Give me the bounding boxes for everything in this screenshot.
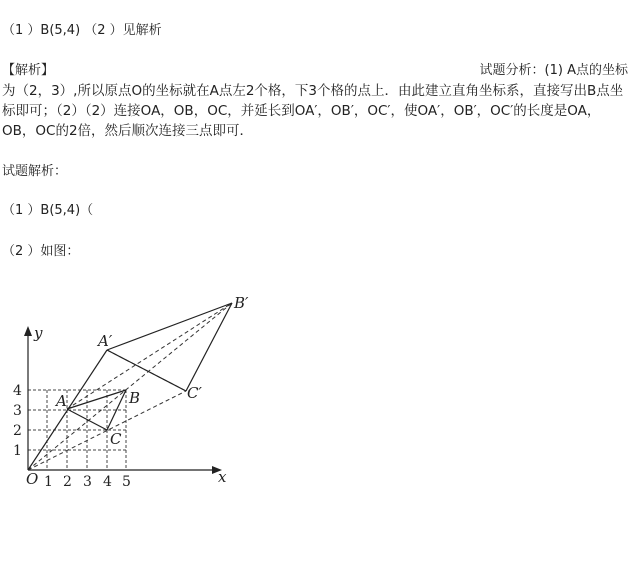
- segment-ab: [67, 390, 126, 409]
- x-tick-5: 5: [122, 474, 131, 490]
- point-b-prime-label: B′: [234, 294, 249, 312]
- solution-part-1: （1 ）B(5,4)（: [2, 203, 94, 218]
- y-tick-4: 4: [13, 383, 22, 399]
- coordinate-figure: [0, 288, 260, 498]
- segment-a-prime-c-prime: [107, 350, 186, 391]
- y-tick-1: 1: [13, 443, 22, 459]
- point-c-prime-label: C′: [187, 384, 202, 402]
- point-a-label: A: [56, 392, 67, 410]
- x-tick-4: 4: [103, 474, 112, 490]
- y-tick-2: 2: [13, 423, 22, 439]
- analysis-head: 试题分析：(1) A点的坐标: [479, 63, 628, 78]
- y-axis-label: y: [34, 324, 43, 342]
- analysis-label: 【解析】: [2, 63, 55, 78]
- answer-line: （1 ）B(5,4) （2 ）见解析: [2, 23, 162, 38]
- x-tick-2: 2: [63, 474, 72, 490]
- x-tick-3: 3: [83, 474, 92, 490]
- segment-b-prime-c-prime: [186, 303, 232, 391]
- solution-part-2: （2 ）如图：: [2, 244, 80, 259]
- analysis-body: 为（2，3）,所以原点O的坐标就在A点左2个格，下3个格的点上．由此建立直角坐标系，直接写出B点坐标即可；（2）（2）连接OA，OB，OC，并延长到OA′，OB′，OC′，使OA′，OB′，OC′的长度是OA，OB，OC的2倍，然后顺次连接三点即可．: [2, 83, 624, 139]
- analysis-header: [2, 62, 628, 80]
- solution-label: 试题解析：: [2, 164, 68, 179]
- point-c-label: C: [110, 430, 122, 448]
- y-tick-3: 3: [13, 403, 22, 419]
- x-axis-label: x: [218, 468, 227, 486]
- line-ab-prime: [67, 303, 232, 409]
- x-tick-1: 1: [44, 474, 53, 490]
- origin-label: O: [26, 470, 39, 488]
- y-axis-arrow-icon: [24, 326, 32, 336]
- point-a-prime-label: A′: [98, 332, 113, 350]
- point-b-label: B: [129, 389, 141, 407]
